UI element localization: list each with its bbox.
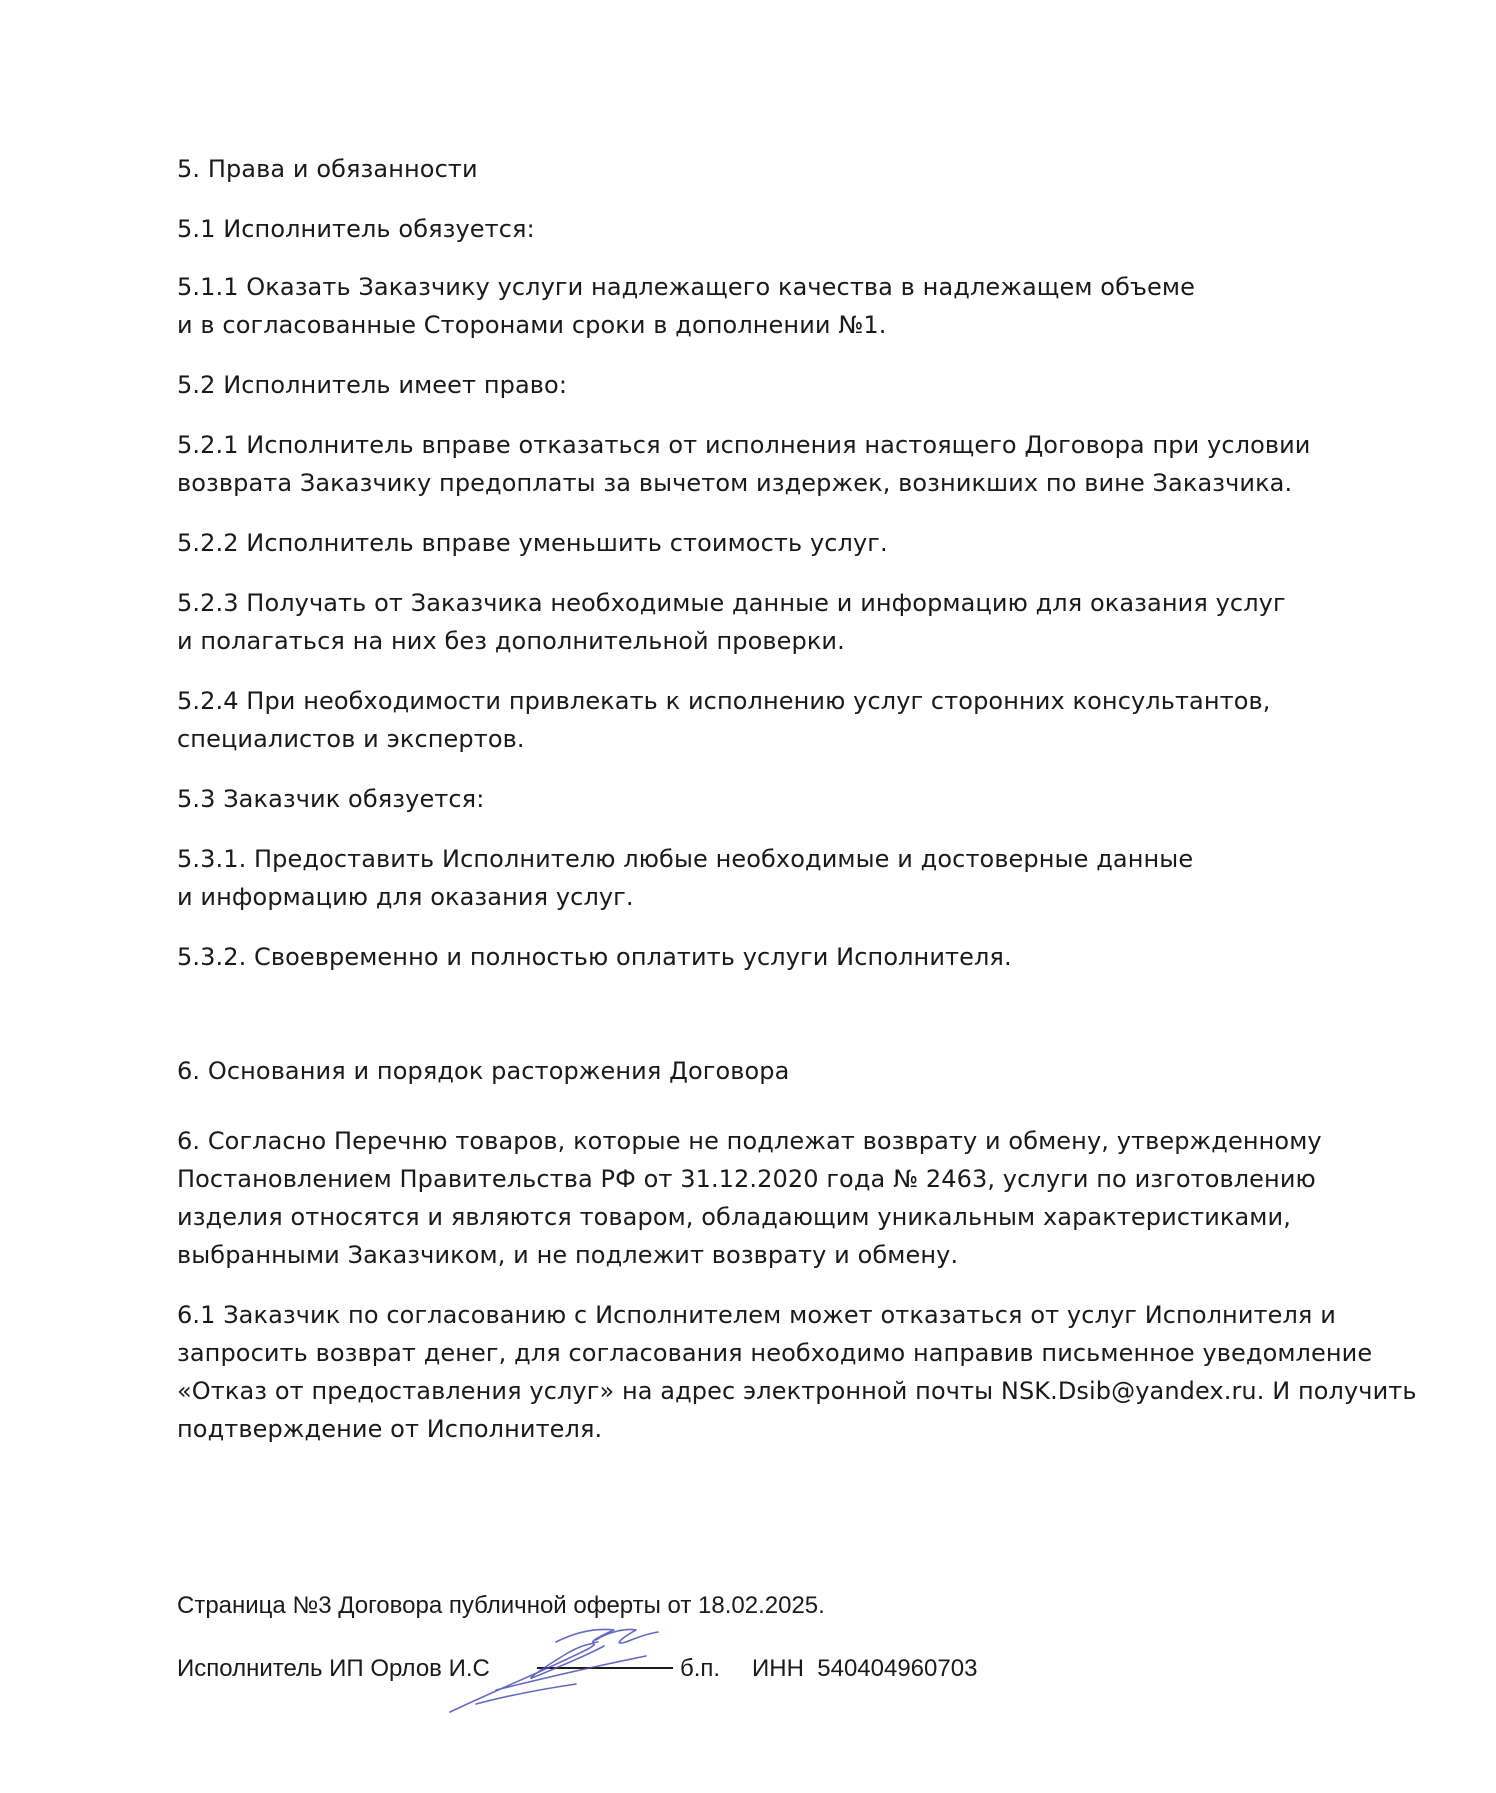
clause-6-line-2: Постановлением Правительства РФ от 31.12.2020 года № 2463, услуги по изготовлению xyxy=(177,1165,1316,1193)
clause-5-3: 5.3 Заказчик обязуется: xyxy=(177,785,485,813)
inn-number: ИНН 540404960703 xyxy=(752,1655,978,1682)
section-6-heading: 6. Основания и порядок расторжения Договора xyxy=(177,1057,790,1085)
clause-6-line-4: выбранными Заказчиком, и не подлежит возврату и обмену. xyxy=(177,1241,959,1269)
clause-5-3-1-line-2: и информацию для оказания услуг. xyxy=(177,883,634,911)
clause-5-2-4-line-1: 5.2.4 При необходимости привлекать к исполнению услуг сторонних консультантов, xyxy=(177,687,1271,715)
clause-5-2-3-line-2: и полагаться на них без дополнительной проверки. xyxy=(177,627,845,655)
clause-6-1-line-4: подтверждение от Исполнителя. xyxy=(177,1415,603,1443)
clause-5-1: 5.1 Исполнитель обязуется: xyxy=(177,215,535,243)
executor-label: Исполнитель ИП Орлов И.С xyxy=(177,1655,490,1682)
handwritten-signature xyxy=(436,1620,696,1720)
clause-6-line-1: 6. Согласно Перечню товаров, которые не подлежат возврату и обмену, утвержденному xyxy=(177,1127,1322,1155)
clause-5-1-1-line-2: и в согласованные Сторонами сроки в дополнении №1. xyxy=(177,311,887,339)
clause-5-3-1-line-1: 5.3.1. Предоставить Исполнителю любые необходимые и достоверные данные xyxy=(177,845,1194,873)
clause-6-line-3: изделия относятся и являются товаром, обладающим уникальным характеристиками, xyxy=(177,1203,1291,1231)
clause-5-2-1-line-1: 5.2.1 Исполнитель вправе отказаться от исполнения настоящего Договора при условии xyxy=(177,431,1311,459)
section-5-heading: 5. Права и обязанности xyxy=(177,155,478,183)
clause-5-2-3-line-1: 5.2.3 Получать от Заказчика необходимые данные и информацию для оказания услуг xyxy=(177,589,1286,617)
clause-5-1-1-line-1: 5.1.1 Оказать Заказчику услуги надлежащего качества в надлежащем объеме xyxy=(177,273,1195,301)
clause-5-2-2: 5.2.2 Исполнитель вправе уменьшить стоимость услуг. xyxy=(177,529,888,557)
page-note: Страница №3 Договора публичной оферты от 18.02.2025. xyxy=(177,1592,825,1619)
clause-6-1-line-3: «Отказ от предоставления услуг» на адрес электронной почты NSK.Dsib@yandex.ru. И получить xyxy=(177,1377,1417,1405)
clause-5-2-1-line-2: возврата Заказчику предоплаты за вычетом издержек, возникших по вине Заказчика. xyxy=(177,469,1293,497)
clause-6-1-line-2: запросить возврат денег, для согласования необходимо направив письменное уведомление xyxy=(177,1339,1373,1367)
clause-5-2: 5.2 Исполнитель имеет право: xyxy=(177,371,567,399)
clause-5-3-2: 5.3.2. Своевременно и полностью оплатить услуги Исполнителя. xyxy=(177,943,1012,971)
clause-6-1-line-1: 6.1 Заказчик по согласованию с Исполнителем может отказаться от услуг Исполнителя и xyxy=(177,1301,1336,1329)
clause-5-2-4-line-2: специалистов и экспертов. xyxy=(177,725,525,753)
no-seal-mark: б.п. xyxy=(680,1655,721,1682)
